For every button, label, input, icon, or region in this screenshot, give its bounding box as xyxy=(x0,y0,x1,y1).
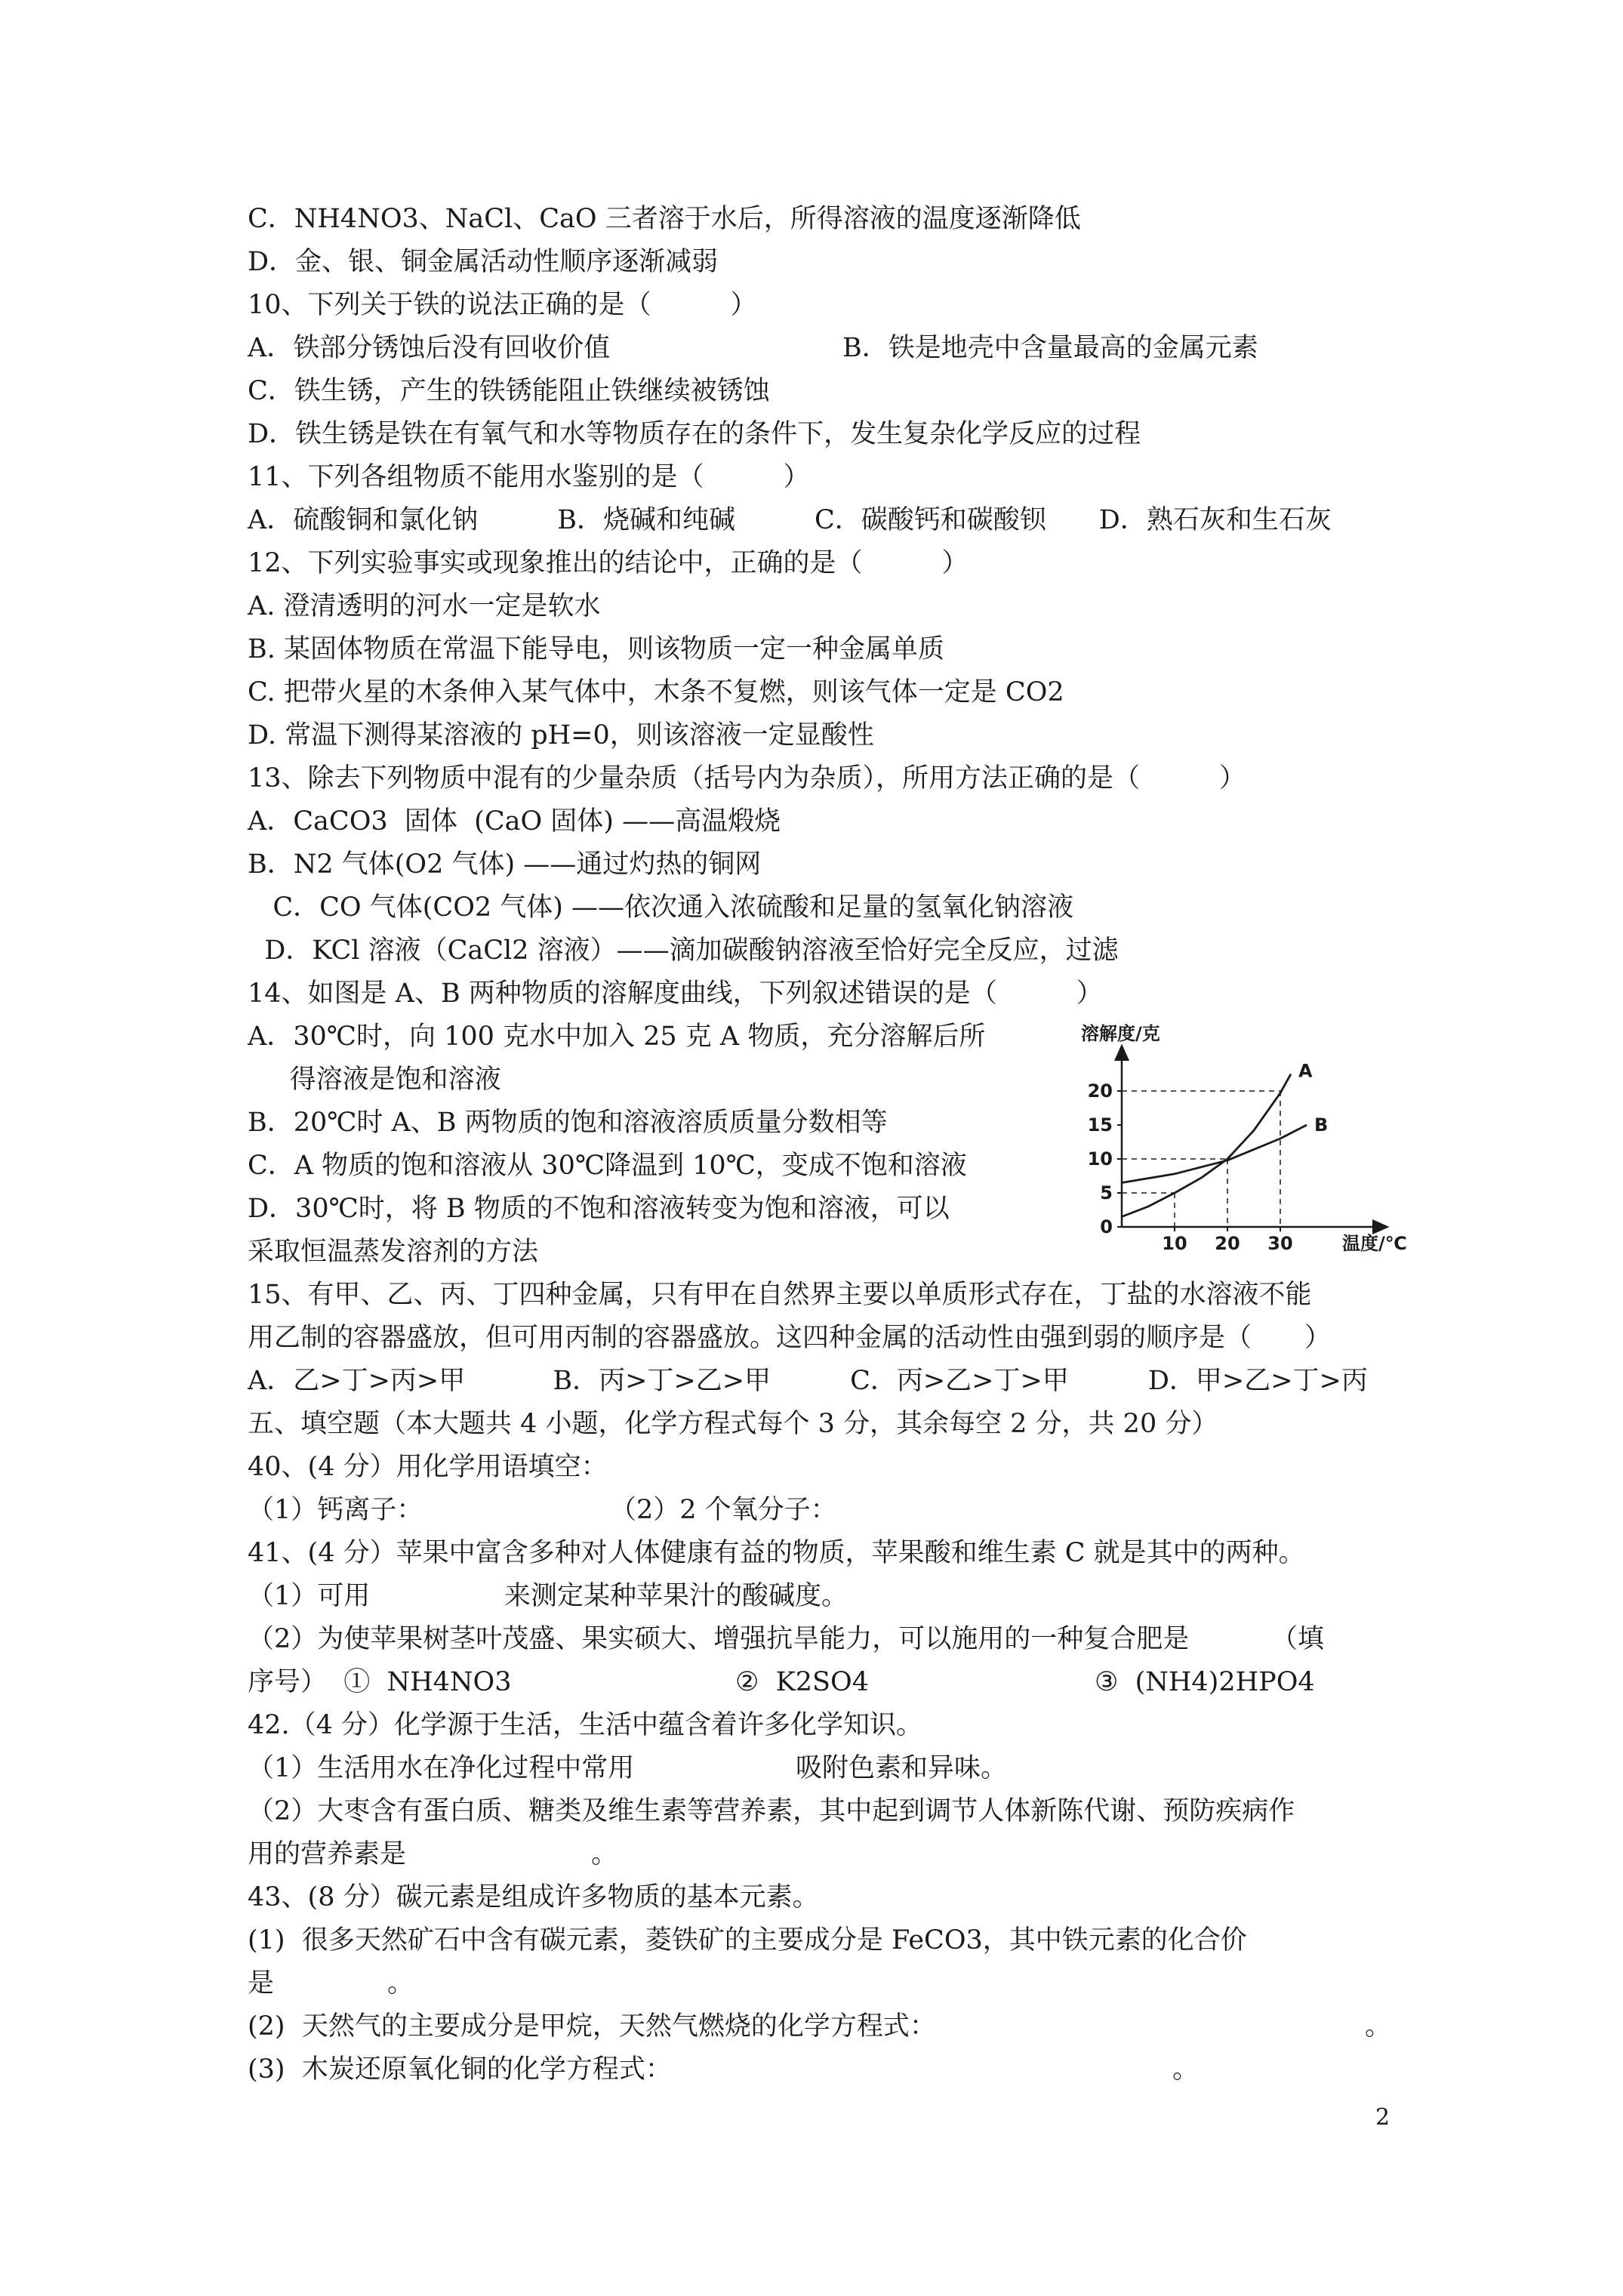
text-line: C．A 物质的饱和溶液从 30℃降温到 10℃，变成不饱和溶液 xyxy=(248,1151,967,1181)
y-tick-label: 10 xyxy=(1087,1148,1113,1170)
text-line: （1）可用 来测定某种苹果汁的酸碱度。 xyxy=(248,1581,848,1611)
x-tick-label: 10 xyxy=(1162,1233,1187,1254)
text-line: (2) 天然气的主要成分是甲烷，天然气燃烧的化学方程式： 。 xyxy=(248,2011,1392,2042)
question-14-title: 14、如图是 A、B 两种物质的溶解度曲线，下列叙述错误的是（ ） xyxy=(248,978,1103,1009)
text-line: D. 常温下测得某溶液的 pH=0，则该溶液一定显酸性 xyxy=(248,720,874,750)
question-10-title: 10、下列关于铁的说法正确的是（ ） xyxy=(248,290,757,320)
text-line: 用乙制的容器盛放，但可用丙制的容器盛放。这四种金属的活动性由强到弱的顺序是（ ） xyxy=(248,1323,1332,1353)
x-tick-label: 20 xyxy=(1215,1233,1240,1254)
y-tick-label: 0 xyxy=(1100,1216,1113,1237)
question-43-title: 43、(8 分）碳元素是组成许多物质的基本元素。 xyxy=(248,1882,819,1912)
y-axis-label: 溶解度/克 xyxy=(1081,1023,1160,1044)
text-line: 序号） ① NH4NO3 ② K2SO4 ③ (NH4)2HPO4 xyxy=(248,1667,1315,1697)
y-tick-label: 15 xyxy=(1087,1114,1113,1136)
text-line: C．CO 气体(CO2 气体) ——依次通入浓硫酸和足量的氢氧化钠溶液 xyxy=(248,892,1074,923)
series-label-A: A xyxy=(1298,1060,1313,1082)
text-line: (1) 很多天然矿石中含有碳元素，菱铁矿的主要成分是 FeCO3，其中铁元素的化合价 xyxy=(248,1925,1247,1955)
text-line: 得溶液是饱和溶液 xyxy=(248,1065,501,1095)
series-line-B xyxy=(1122,1125,1307,1183)
text-line: （1）钙离子： （2）2 个氧分子： xyxy=(248,1495,837,1525)
text-line: D．30℃时，将 B 物质的不饱和溶液转变为饱和溶液，可以 xyxy=(248,1194,950,1224)
text-line: C．NH4NO3、NaCl、CaO 三者溶于水后，所得溶液的温度逐渐降低 xyxy=(248,204,1081,234)
solubility-chart xyxy=(1070,1015,1418,1257)
question-40-title: 40、(4 分）用化学用语填空： xyxy=(248,1452,608,1482)
axis-ticks xyxy=(1088,1080,1293,1254)
text-line: D．金、银、铜金属活动性顺序逐渐减弱 xyxy=(248,247,719,277)
y-tick-label: 20 xyxy=(1087,1080,1113,1102)
question-42-title: 42.（4 分）化学源于生活，生活中蕴含着许多化学知识。 xyxy=(248,1710,923,1740)
text-line: 采取恒温蒸发溶剂的方法 xyxy=(248,1237,539,1267)
text-line: A．铁部分锈蚀后没有回收价值 B．铁是地壳中含量最高的金属元素 xyxy=(248,333,1258,363)
section-heading: 五、填空题（本大题共 4 小题，化学方程式每个 3 分，其余每空 2 分，共 20 分） xyxy=(248,1409,1218,1439)
question-11-title: 11、下列各组物质不能用水鉴别的是（ ） xyxy=(248,462,810,492)
question-13-title: 13、除去下列物质中混有的少量杂质（括号内为杂质），所用方法正确的是（ ） xyxy=(248,763,1246,794)
text-line: 用的营养素是 。 xyxy=(248,1839,618,1869)
x-axis-label: 温度/℃ xyxy=(1342,1233,1407,1254)
text-line: 是 。 xyxy=(248,1968,414,1999)
text-line: D．铁生锈是铁在有氧气和水等物质存在的条件下，发生复杂化学反应的过程 xyxy=(248,419,1141,449)
text-line: C. 把带火星的木条伸入某气体中，木条不复燃，则该气体一定是 CO2 xyxy=(248,677,1064,707)
question-12-title: 12、下列实验事实或现象推出的结论中，正确的是（ ） xyxy=(248,548,969,578)
text-line: B. 某固体物质在常温下能导电，则该物质一定一种金属单质 xyxy=(248,634,944,664)
text-line: （1）生活用水在净化过程中常用 吸附色素和异味。 xyxy=(248,1753,1008,1783)
text-line: A. 澄清透明的河水一定是软水 xyxy=(248,591,601,621)
series-label-B: B xyxy=(1314,1114,1329,1136)
text-line: （2）为使苹果树茎叶茂盛、果实硕大、增强抗旱能力，可以施用的一种复合肥是 （填 xyxy=(248,1624,1325,1654)
y-tick-label: 5 xyxy=(1100,1182,1113,1203)
text-line: A．30℃时，向 100 克水中加入 25 克 A 物质，充分溶解后所 xyxy=(248,1022,986,1052)
text-line: A．硫酸铜和氯化钠 B．烧碱和纯碱 C．碳酸钙和碳酸钡 D．熟石灰和生石灰 xyxy=(248,505,1332,535)
text-line: B．20℃时 A、B 两物质的饱和溶液溶质质量分数相等 xyxy=(248,1108,888,1138)
text-line: A．CaCO3 固体 (CaO 固体) ——高温煅烧 xyxy=(248,806,781,837)
text-line: B．N2 气体(O2 气体) ——通过灼热的铜网 xyxy=(248,849,762,880)
question-41-title: 41、(4 分）苹果中富含多种对人体健康有益的物质，苹果酸和维生素 C 就是其中的两种。 xyxy=(248,1538,1305,1568)
x-tick-label: 30 xyxy=(1267,1233,1293,1254)
text-line: （2）大枣含有蛋白质、糖类及维生素等营养素，其中起到调节人体新陈代谢、预防疾病作 xyxy=(248,1796,1295,1826)
page-number: 2 xyxy=(1375,2104,1390,2131)
text-line: C．铁生锈，产生的铁锈能阻止铁继续被锈蚀 xyxy=(248,376,770,406)
text-line: D．KCl 溶液（CaCl2 溶液）——滴加碳酸钠溶液至恰好完全反应，过滤 xyxy=(248,935,1119,966)
text-line: (3) 木炭还原氧化铜的化学方程式： 。 xyxy=(248,2054,1200,2085)
question-15-title: 15、有甲、乙、丙、丁四种金属，只有甲在自然界主要以单质形式存在，丁盐的水溶液不能 xyxy=(248,1280,1312,1310)
text-line: A．乙>丁>丙>甲 B．丙>丁>乙>甲 C．丙>乙>丁>甲 D．甲>乙>丁>丙 xyxy=(248,1366,1368,1396)
